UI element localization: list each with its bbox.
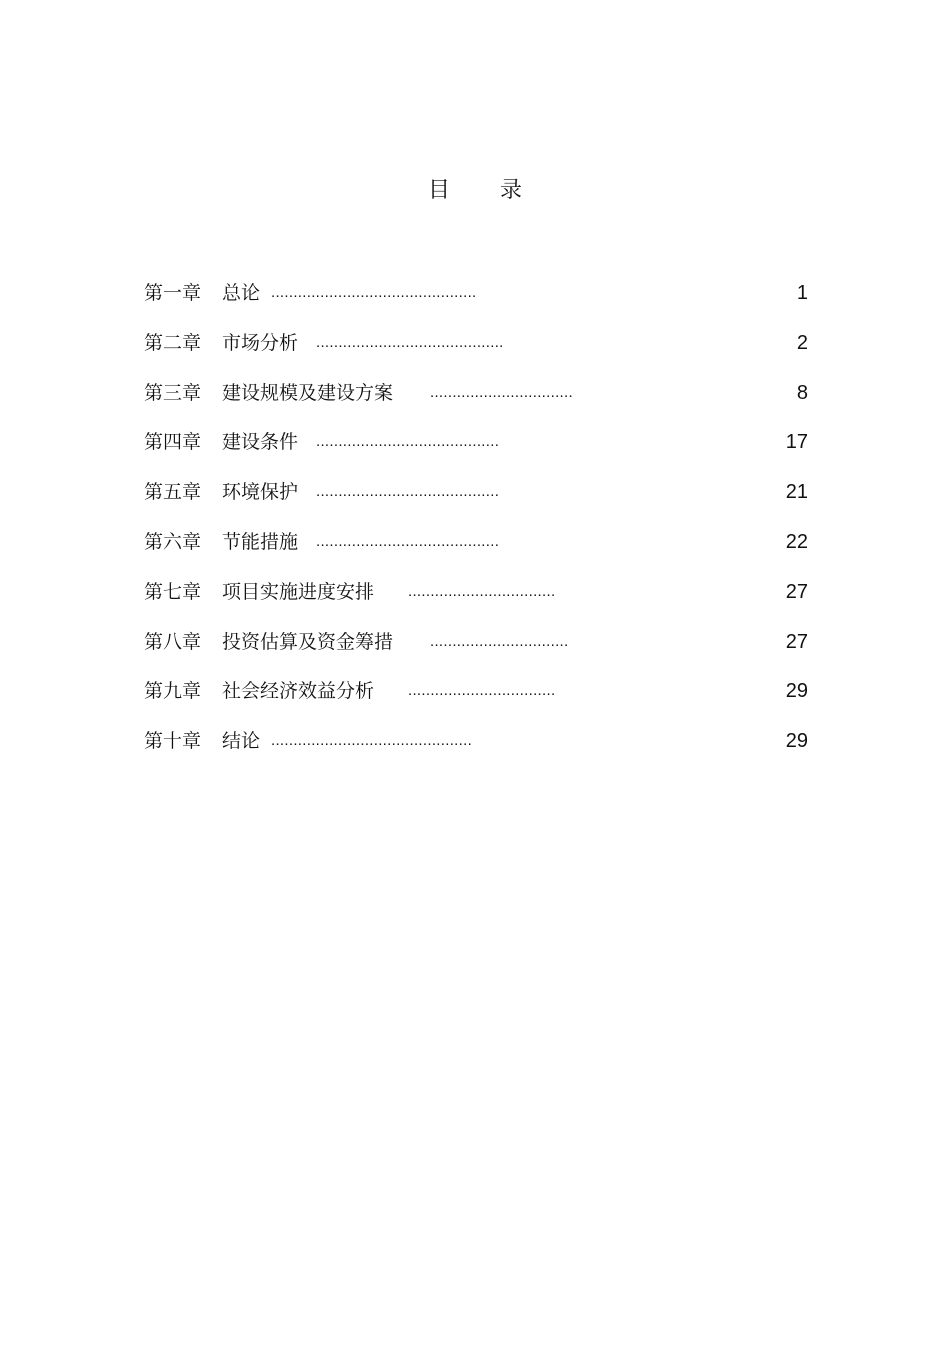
toc-page-number: 17: [785, 431, 808, 454]
toc-entry[interactable]: [144, 728, 808, 778]
toc-title: 目录: [427, 178, 572, 203]
toc-chapter-title: 项目实施进度安排: [222, 580, 375, 603]
toc-page-number: 29: [785, 730, 808, 753]
toc-leader-dots: ..............................................: [271, 284, 477, 301]
toc-leader-dots: ..........................................: [316, 333, 504, 351]
toc-chapter-title: 环境保护: [222, 481, 299, 504]
toc-leader-dots: .................................: [408, 582, 556, 600]
toc-page-number: 29: [785, 680, 808, 703]
toc-chapter-title: 投资估算及资金筹措: [222, 630, 394, 653]
toc-leader-dots: ...............................: [430, 632, 569, 650]
toc-page-number: 8: [796, 381, 808, 404]
toc-entry[interactable]: [144, 280, 808, 330]
toc-leader-dots: .................................: [408, 682, 556, 700]
toc-page-number: 2: [796, 331, 808, 354]
toc-chapter-number: 第五章: [144, 481, 202, 504]
toc-entry[interactable]: [144, 529, 808, 579]
toc-page-number: 1: [796, 282, 808, 304]
toc-leader-dots: .........................................: [316, 483, 500, 501]
toc-chapter-number: 第二章: [144, 331, 202, 354]
toc-entry[interactable]: [144, 429, 808, 479]
toc-chapter-title: 建设条件: [222, 431, 299, 454]
toc-page-number: 21: [785, 481, 808, 504]
toc-chapter-number: 第十章: [144, 730, 202, 753]
toc-entry[interactable]: [144, 579, 808, 629]
toc-leader-dots: .........................................: [316, 532, 500, 550]
toc-chapter-number: 第三章: [144, 381, 202, 404]
toc-chapter-number: 第七章: [144, 580, 202, 603]
toc-entry[interactable]: [144, 380, 808, 430]
toc-chapter-title: 市场分析: [222, 331, 299, 354]
toc-chapter-number: 第四章: [144, 431, 202, 454]
toc-leader-dots: .........................................: [316, 433, 500, 451]
toc-entry[interactable]: [144, 479, 808, 529]
toc-chapter-number: 第九章: [144, 680, 202, 703]
toc-chapter-title: 社会经济效益分析: [222, 680, 375, 703]
toc-chapter-title: 节能措施: [222, 530, 299, 553]
toc-page-number: 22: [785, 530, 808, 553]
toc-chapter-title: 结论: [222, 730, 261, 753]
toc-page-number: 27: [785, 580, 808, 603]
toc-chapter-number: 第八章: [144, 630, 202, 653]
toc-leader-dots: .............................................: [271, 732, 473, 750]
toc-chapter-number: 第一章: [144, 282, 202, 304]
toc-entry[interactable]: [144, 330, 808, 380]
toc-leader-dots: ................................: [430, 383, 573, 401]
toc-chapter-number: 第六章: [144, 530, 202, 553]
table-of-contents: [144, 280, 808, 778]
toc-chapter-title: 建设规模及建设方案: [222, 381, 394, 404]
toc-entry[interactable]: [144, 678, 808, 728]
toc-chapter-title: 总论: [222, 282, 261, 304]
toc-entry[interactable]: [144, 629, 808, 679]
toc-page-number: 27: [785, 630, 808, 653]
